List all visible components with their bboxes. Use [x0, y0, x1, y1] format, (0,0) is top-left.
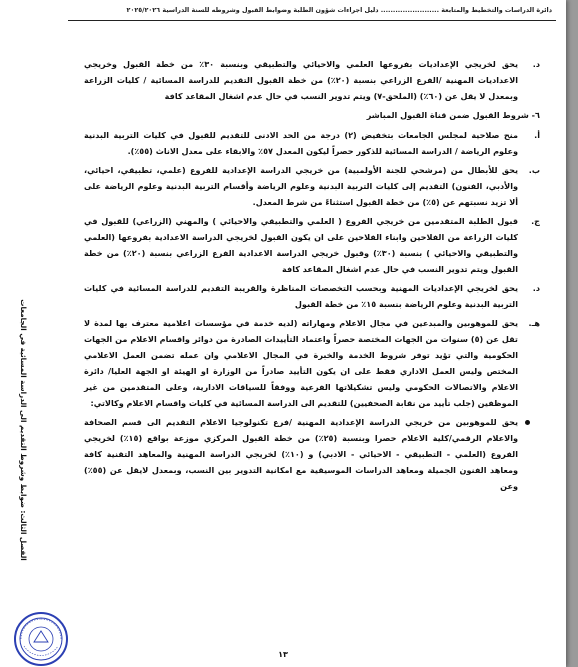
- clause-marker: ب.: [528, 165, 540, 175]
- clause-d1: [84, 56, 540, 104]
- page-body: [84, 56, 540, 494]
- bullet-item: [84, 414, 540, 494]
- page-number: ١٣: [278, 650, 288, 659]
- clause-text: يحق للموهوبين والمبدعين في مجال الاعلام ومهاراته (لديه خدمة في مؤسسات اعلامية معترف بها لمدة لا تقل عن (٥) سنوات من الجهات المختصة حصراً واعتماد التأييدات الصادرة من دوائر واقسام الاعلام من الجهات الحكومية والتي تؤيد توفر شروط الخدمة والخبرة في المجال الاعلامي وان عمله تضمن العمل الاعلامي المختص وليس العمل الاداري فقط على ان يكون التأييد صادراً من الوزارة او الهيئة او الجهة العليا/ دائرة الاعلام والاتصالات الحكومي وليس تشكيلاتها الفرعية ووفقاً للسياقات الادارية، وعلى المتقدمين من غير الموظفين (جلب تأييد من نقابة الصحفيين) للتقديم الى الدراسة المسائية في كليات واقسام الاعلام وكالاتي:: [84, 318, 518, 408]
- clause-text: قبول الطلبة المتقدمين من خريجي الفروع ( العلمي والتطبيقي والاحيائي ) والمهني (الزراعي) للقبول في كليات الزراعة من الفلاحين وابناء الفلاحين على ان يكون القبول لخريجي الدراسة الاعدادية بفروعها (العلمي والتطبيقي والاحيائي ) بنسبة (٣٠٪) وقبول خريجي الدراسة الاعدادية الفرع الزراعي بنسبة (٢٠٪) من خطة القبول ويتم تدوير النسب في حال عدم اشغال المقاعد كافة: [84, 216, 518, 274]
- clause-marker: هـ.: [528, 318, 540, 328]
- header-rule: [68, 20, 556, 21]
- clause-marker: أ.: [534, 130, 540, 140]
- clause-b: [84, 162, 540, 210]
- clause-j: [84, 213, 540, 277]
- section-heading: ٦- شروط القبول ضمن قناة القبول المباشر: [366, 110, 540, 120]
- clause-marker: د.: [532, 59, 540, 69]
- clause-text: يحق لخريجي الإعداديات بفروعها العلمي والاحيائي والتطبيقي وبنسبة ٣٠٪ من خطة القبول وخريجي الاعداديات المهنية /الفرع الزراعي بنسبة (٢٠٪) من خطة القبول التقديم للدراسة المسائية / كليات الزراعة وبمعدل لا يقل عن (٦٠٪) (الملحق-٧) ويتم تدوير النسب في حال عدم اشغال المقاعد كافة: [84, 59, 519, 101]
- bullet-icon: [525, 420, 530, 425]
- bullet-text: يحق للموهوبين من خريجي الدراسة الإعدادية المهنية /فرع تكنولوجيا الاعلام التقديم الى قسم الصحافة والاعلام الرقمي/كلية الاعلام حصرا وبنسبة (٢٥٪) من خطة القبول المركزي موزعة بواقع (١٥٪) لخريجي الفروع (العلمي - التطبيقي - الاحيائي - الادبي) و (١٠٪) لخريجي الدراسة المهنية والمعاهد التقنية كافة ومعاهد الفنون الجميلة ومعاهد الدراسات الموسيقية مع امكانية التدوير بين النسب، وبمعدل لايقل عن (٥٥٪) وعن: [84, 417, 519, 491]
- clause-text: يحق لخريجي الإعداديات المهنية وبحسب التخصصات المناظرة والقريبة التقديم للدراسة المسائية في كليات التربية البدنية وعلوم الرياضة بنسبة ١٥٪ من خطة القبول: [84, 283, 518, 309]
- clause-marker: ج.: [531, 216, 540, 226]
- clause-marker: د.: [532, 283, 540, 293]
- clause-h: [84, 315, 540, 411]
- chapter-sidebar-title: الفصل الثالث: ضوابط وشروط التقديم الى الدراسة المسائية في الجامعات: [19, 299, 28, 561]
- clause-d2: [84, 280, 540, 312]
- clause-a: [84, 127, 540, 159]
- clause-text: يحق للأبطال من (مرشحي للجنة الأولمبية) من خريجي الدراسة الإعدادية للفروع (علمي، تطبيقي، احيائي، والأدبي، الفنون) التقديم إلى كليات التربية البدنية وعلوم الرياضة وأقسام التربية البدنية وعلوم الرياضة على ألا تزيد نسبتهم عن (٥٪) من خطة القبول استثناءً من شرط المعدل.: [84, 165, 518, 207]
- clause-text: منح صلاحية لمجلس الجامعات بتخفيض (٢) درجة من الحد الادنى للتقديم للقبول في كليات التربية البدنية وعلوم الرياضة / الدراسة المسائية للذكور حصراً ليكون المعدل ٥٧٪ والابقاء على معدل الاناث (٥٥٪).: [84, 130, 518, 156]
- running-header: دائرة الدراسات والتخطيط والمتابعة ........................ دليل اجراءات شؤون الطلبة وضوابط القبول وشروطه للسنة الدراسية ٢٠٢٥/٢٠٢٦: [126, 6, 552, 14]
